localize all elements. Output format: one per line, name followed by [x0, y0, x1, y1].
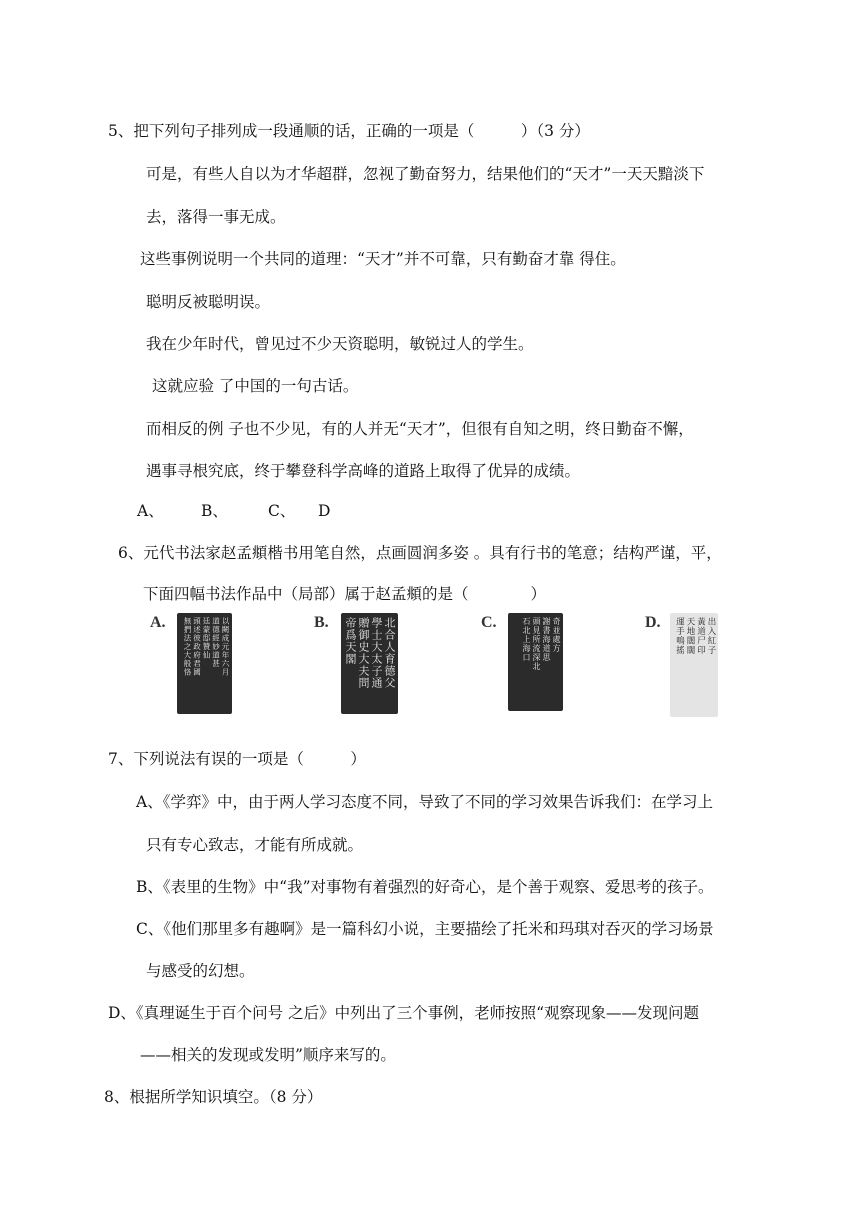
calligraphy-a-col-3: 廷蒙邸贊仙	[202, 617, 211, 660]
q8-stem: 8、根据所学知识填空。（8 分）	[104, 1088, 323, 1106]
calligraphy-image-b	[341, 613, 398, 714]
calligraphy-b-col-2: 學士大太子通	[370, 617, 383, 689]
q5-sentence-1b: 去，落得一事无成。	[146, 208, 286, 226]
calligraphy-d-col-2: 黃道尸印	[695, 617, 706, 655]
image-c-label: C.	[481, 614, 497, 631]
q6-stem-b: 下面四幅书法作品中（局部）属于赵孟頫的是（ ）	[143, 585, 547, 603]
calligraphy-a-col-4: 頭述彼政府君國	[192, 617, 202, 677]
calligraphy-image-c	[508, 613, 563, 711]
q7-option-d-2: ——相关的发现或发明”顺序来写的。	[140, 1046, 396, 1064]
calligraphy-b-col-4: 帝爲天閣	[344, 617, 357, 665]
q7-option-c-2: 与感受的幻想。	[146, 962, 255, 980]
calligraphy-c-col-1: 奇並處方	[552, 617, 561, 653]
q5-stem: 5、把下列句子排列成一段通顺的话，正确的一项是（ ）（3 分）	[108, 122, 590, 140]
q5-option-a: A、	[137, 502, 164, 520]
q5-sentence-6b: 遇事寻根究底，终于攀登科学高峰的道路上取得了优异的成绩。	[146, 462, 581, 480]
q7-stem: 7、下列说法有误的一项是（ ）	[108, 750, 366, 768]
q7-option-c-1: C、《他们那里多有趣啊》是一篇科幻小说，主要描绘了托米和玛琪对吞灭的学习场景	[136, 920, 714, 938]
calligraphy-d-col-3: 天地闊闊	[685, 617, 695, 655]
calligraphy-d-col-4: 運手鳴搖	[674, 617, 685, 655]
q7-option-b: B、《表里的生物》中“我”对事物有着强烈的好奇心，是个善于观察、爱思考的孩子。	[136, 878, 714, 896]
q5-sentence-5: 这就应验 了中国的一句古话。	[152, 377, 359, 395]
calligraphy-c-col-3: 頭見所流深北	[532, 617, 541, 671]
calligraphy-c-col-2: 謝書海道思	[542, 617, 551, 662]
calligraphy-b-col-3: 贈御史大夫問	[357, 617, 370, 689]
q7-option-a-2: 只有专心致志，才能有所成就。	[146, 836, 364, 854]
q7-option-d-1: D、《真理诞生于百个问号 之后》中列出了三个事例，老师按照“观察现象——发现问题	[108, 1004, 700, 1022]
calligraphy-a-col-1: 以闕成元年六月	[221, 617, 230, 677]
q5-option-d: D	[318, 502, 331, 520]
calligraphy-c-col-4: 石北上海口	[522, 617, 531, 662]
q5-option-b: B、	[201, 502, 228, 520]
calligraphy-a-col-2: 道德經妙道甚	[211, 617, 221, 668]
q5-sentence-3: 聪明反被聪明误。	[146, 293, 271, 311]
q6-stem-a: 6、元代书法家赵孟頫楷书用笔自然，点画圆润多姿 。具有行书的笔意；结构严谨，平，	[118, 544, 722, 562]
q5-sentence-1a: 可是，有些人自以为才华超群，忽视了勤奋努力，结果他们的“天才”一天天黯淡下	[146, 165, 705, 183]
calligraphy-d-col-1: 出入紅子	[706, 617, 716, 655]
image-a-label: A.	[150, 614, 166, 631]
calligraphy-a-col-5: 無捫法之大般恪	[183, 617, 192, 677]
image-d-label: D.	[645, 614, 661, 631]
q5-option-c: C、	[268, 502, 296, 520]
calligraphy-image-d	[670, 613, 718, 717]
q5-sentence-4: 我在少年时代，曾见过不少天资聪明，敏锐过人的学生。	[146, 335, 534, 353]
q5-sentence-6a: 而相反的例 子也不少见，有的人并无“天才”，但很有自知之明，终日勤奋不懈，	[146, 420, 694, 438]
image-b-label: B.	[314, 614, 329, 631]
calligraphy-b-col-1: 北合人育德父	[383, 617, 396, 689]
q5-sentence-2: 这些事例说明一个共同的道理：“天才”并不可靠，只有勤奋才靠 得住。	[140, 250, 626, 268]
calligraphy-image-a	[177, 613, 232, 714]
q7-option-a-1: A、《学弈》中，由于两人学习态度不同，导致了不同的学习效果告诉我们：在学习上	[136, 793, 713, 811]
